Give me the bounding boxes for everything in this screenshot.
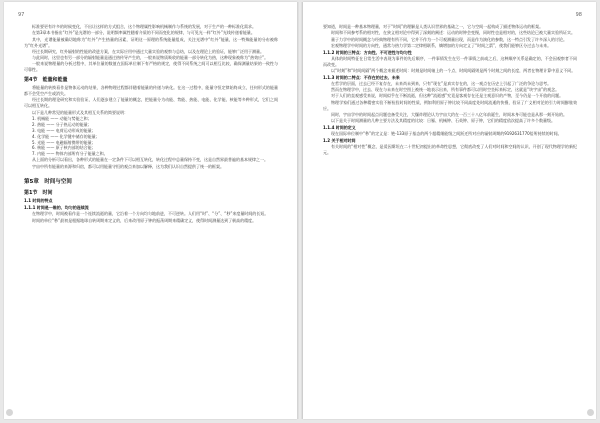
- subsection-heading: 1.1.2 时间的三特点：方向性、不可逆性与均匀性: [323, 49, 412, 55]
- paragraph: 现在国际单位制中“秒”的定义是：铯-133原子基态的两个超精细能级之间跃迁所对应的辐射周期的9192631770倍所持续的时间。: [331, 130, 562, 136]
- paragraph: 与此同时，这里也有另一部分的辐射能量是通过热传导产生的，一般来说物质吸收的能量一部分转化为热，这种现象被称为“热效应”。: [32, 55, 269, 61]
- paragraph: 要知道，时间是一种基本物理量，对于“时间”的理解是人类认识世界的基础之一，它与空间一起构成了描述物体运动的框架。: [323, 24, 544, 29]
- paragraph: 物理学家们通过各种精密实验不断检验时间的性质，例如利用原子钟比较不同高度处时间流逝的快慢，验证了广义相对论的引力时间膨胀效应。: [323, 99, 577, 111]
- paragraph: 将能量的转换看作是物体运动的结果，各种物理过程都伴随着能量的传递与转化。在这一过程中，能量守恒定律始终成立，任何形式的能量都不会凭空产生或消失。: [24, 85, 278, 97]
- chapter-heading: 第5章 时间与空间: [24, 179, 72, 186]
- page-curl-icon[interactable]: [587, 409, 594, 416]
- paragraph: 以下是几种常见的能量形式及其相互关系的简要说明：: [32, 109, 128, 115]
- paragraph: 以“时刻”和“时间间隔”两个概念来描述时间：时刻是时间轴上的一个点，时间间隔则是两个时刻之间的长度，两者在物理计算中意义不同。: [331, 67, 576, 73]
- paragraph: 然而在物理学中，过去、现在与未来在时空图上被统一地表示出来，所有事件都可以用时空坐标来标定，这就是“块宇宙”的观念。: [331, 87, 560, 93]
- paragraph: 其中，光谱能量被确切地称为“红外”产生热量的因素，证明这一原理的系统能量组成，关注光谱中“红外”能量，这一特殊能量的分布被称为“红外光谱”。: [24, 36, 278, 48]
- paragraph: 标准要更有许多的时候变化，不出让这样的方式组合，这个物理属性影响机械制作与系统的发展，对于生产的一种标准化需求。: [32, 24, 256, 29]
- paragraph: 在第3章本书指出“红外”是光谱的一部分，说明频率属性随着介质的不同而变化的规律，与可见光一样“红外”光线传递着能量。: [32, 30, 255, 36]
- section-heading: 第1节 时间: [24, 190, 53, 197]
- paragraph: 时间和不同参考系的相对性，在狭义相对论中得到了深刻的阐述：运动的时钟会变慢，同时性也是相对的，这些结论已被大量实验所证实。: [331, 30, 575, 36]
- page-number: 98: [575, 12, 582, 18]
- numbered-list: [24, 116, 278, 157]
- page-right: [303, 2, 596, 419]
- page-content: [24, 24, 278, 224]
- subsection-heading: 1.1.1 时间是一维的、均匀的连续流: [24, 205, 89, 211]
- page-left: [4, 2, 297, 419]
- paragraph: 在哲学的层面，过去已经不复存在，未来尚未到来，只有“现在”是真实存在的，这一观点在历史上引起了广泛的争论与思考。: [331, 80, 552, 86]
- list-item: 1. 机械能 —— 动能与势能之和；: [32, 115, 92, 121]
- page-number: 97: [18, 12, 25, 18]
- paragraph: 一般来说物理量的分析过程中，其单位量的数值在国际单位制下有严格的规定，使得不同系统之间可以相互比较，确保测量结果的一致性与可靠性。: [24, 61, 278, 73]
- page-content: [323, 24, 577, 156]
- subsection-heading: 1.1.3 时间的二特点：不存在的过去、未来: [323, 74, 400, 80]
- list-item: 4. 化学能 —— 化学键中储存的能量；: [32, 133, 100, 139]
- paragraph: 经过长期研究，红外辐射的性能的改进方案，在实际应用中通过大量实验的观察与总结，以及在理论上的验证，能够广泛用于测量。: [32, 48, 264, 54]
- paragraph: 同时，宇宙学中的时间起点问题也备受关注，大爆炸理论认为宇宙大约在一百三十八亿年前诞生，时间本身可能也是从那一刻开始的。: [331, 111, 567, 117]
- paragraph: 对于人们的直观感受来说，时间似乎在不断流逝，但这种“流逝感”究竟是客观存在还是主观意识的产物，至今仍是一个开放的问题。: [331, 93, 564, 99]
- paragraph: 量子力学中的时间概念与经典物理有所不同，它并不作为一个可观测量出现，而是作为演化的参数，这一特点引发了许多深入的讨论。: [331, 36, 567, 42]
- subsection-heading: 1.1 时间的特点: [24, 198, 53, 204]
- paragraph: 宏观物理学中时间的方向性，通常与热力学第二定律相联系，熵增加的方向定义了“时间之箭”，使我们能够区分过去与未来。: [331, 42, 552, 48]
- paragraph: 在物理学中，时间被看作是一个连续流逝的量，它沿着一个方向均匀地前进，不可逆转。人们用“时”、“分”、“秒”来度量时间的长短。: [32, 211, 269, 217]
- subsection-heading: 1.1.4 时间的定义: [323, 125, 356, 131]
- paragraph: 时间的单位“秒”最初是根据地球自转周期来定义的，后来改用原子钟的振荡周期来精确定义，使得时间测量达到了极高的精度。: [32, 217, 257, 223]
- list-item: 2. 热能 —— 分子热运动的能量；: [32, 121, 92, 127]
- paragraph: 经过长期的理论研究和实验验证，人们逐步建立了能量的概念，把能量分为动能、势能、热能、电能、化学能、核能等多种形式，它们之间可以相互转化。: [24, 97, 278, 109]
- paragraph: 宇宙中所有能量的来源和归宿，都可以用能量守恒的观点来加以解释，这为我们认识自然提供了统一的框架。: [32, 163, 224, 169]
- document-spread: [4, 2, 596, 419]
- list-item: 3. 电能 —— 电荷运动形成的能量；: [32, 127, 96, 133]
- paragraph: 有关时间的“相对性”概念，是爱因斯坦在二十世纪初提出的革命性思想，它彻底改变了人们对时间和空间的认识，开创了现代物理学的新纪元。: [323, 143, 577, 155]
- paragraph: 从上面的分析可以看出，各种形式的能量在一定条件下可以相互转化，转化过程中总量保持不变，这是自然界最普遍的基本规律之一。: [32, 157, 268, 163]
- list-item: 5. 光能 —— 电磁辐射携带的能量；: [32, 139, 96, 145]
- paragraph: 具体的时间特征在日常生活中表现为事件的先后顺序，一件事情发生在另一件事情之前或之后，这种顺序关系是确定的，不会因观察者不同而改变。: [323, 55, 577, 67]
- page-curl-icon[interactable]: [6, 409, 13, 416]
- section-heading: 第4节 能量和能量: [24, 77, 68, 84]
- paragraph: 以下是关于时间测量的几种主要方法及其精度的比较：日晷、机械钟、石英钟、原子钟，它们的精度依次提高了许多个数量级。: [331, 118, 555, 124]
- list-item: 6. 核能 —— 原子核内部的结合能；: [32, 145, 96, 151]
- subsection-heading: 1.2 关于相对时间: [323, 137, 356, 143]
- list-item: 7. 内能 —— 物体内部所有分子能量之和。: [32, 151, 108, 157]
